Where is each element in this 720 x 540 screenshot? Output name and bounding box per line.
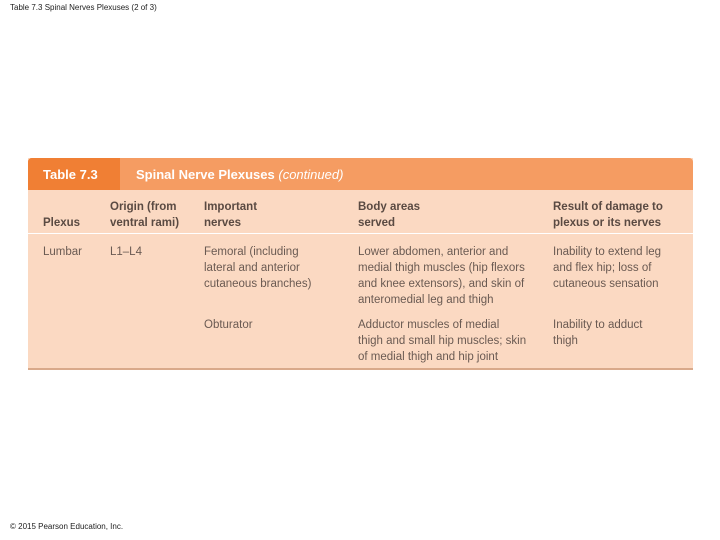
cell-plexus: Lumbar: [43, 246, 82, 258]
cell-body-areas: [358, 244, 525, 308]
cell-origin: L1–L4: [110, 246, 142, 258]
cell-line: lateral and anterior: [204, 262, 300, 274]
header-line: Origin (from: [110, 201, 177, 213]
header-line: plexus or its nerves: [553, 217, 662, 229]
cell-line: cutaneous sensation: [553, 278, 659, 290]
cell-line: Obturator: [204, 319, 253, 331]
cell-line: thigh and small hip muscles; skin: [358, 335, 527, 347]
cell-line: Adductor muscles of medial: [358, 319, 500, 331]
copyright-notice: © 2015 Pearson Education, Inc.: [10, 522, 124, 531]
header-plexus: [43, 199, 80, 231]
table-number-tag: [28, 158, 120, 190]
table-title-continued: (continued): [278, 167, 344, 182]
cell-damage-result: [553, 317, 643, 349]
spinal-nerve-plexuses-table: [28, 158, 693, 370]
header-body-areas: [358, 199, 420, 231]
cell-line: Inability to extend leg: [553, 246, 662, 258]
cell-line: medial thigh muscles (hip flexors: [358, 262, 525, 274]
cell-line: of medial thigh and hip joint: [358, 351, 499, 363]
slide-title: Table 7.3 Spinal Nerves Plexuses (2 of 3): [10, 3, 157, 12]
table-header-row: [28, 190, 693, 234]
cell-line: Lower abdomen, anterior and: [358, 246, 509, 258]
cell-body-areas: [358, 317, 526, 365]
cell-line: and flex hip; loss of: [553, 262, 652, 274]
header-line: Body areas: [358, 201, 421, 213]
cell-line: Inability to adduct: [553, 319, 643, 331]
cell-line: cutaneous branches): [204, 278, 312, 290]
header-origin: [110, 199, 179, 231]
cell-line: anteromedial leg and thigh: [358, 294, 494, 306]
table-banner: [28, 158, 693, 190]
header-result-of-damage: [553, 199, 663, 231]
header-line: Important: [204, 201, 258, 213]
cell-line: and knee extensors), and skin of: [358, 278, 525, 290]
table-number: Table 7.3: [43, 167, 98, 182]
header-line: served: [358, 217, 396, 229]
cell-line: thigh: [553, 335, 578, 347]
header-line: ventral rami): [110, 217, 180, 229]
header-line: Result of damage to: [553, 201, 663, 213]
cell-damage-result: [553, 244, 661, 292]
cell-line: Femoral (including: [204, 246, 299, 258]
table-title-text: Spinal Nerve Plexuses: [136, 167, 275, 182]
header-important-nerves: [204, 199, 257, 231]
table-title: [136, 167, 343, 182]
cell-nerves: [204, 317, 253, 333]
header-line: Plexus: [43, 217, 81, 229]
header-line: nerves: [204, 217, 242, 229]
cell-nerves: [204, 244, 311, 292]
